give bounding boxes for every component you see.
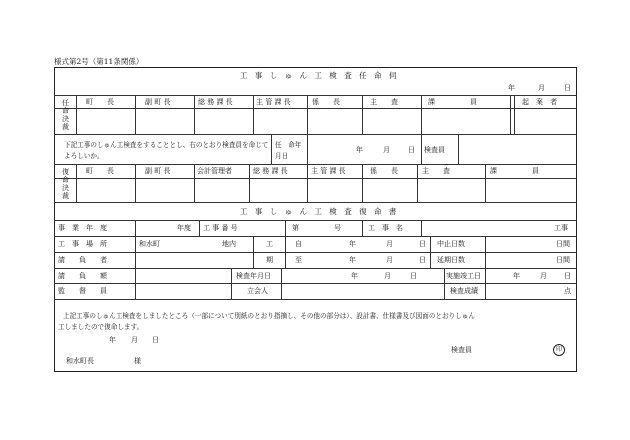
col-line <box>421 95 422 134</box>
period-to-label: 至 <box>295 256 302 264</box>
form-number: 様式第2号（第11条関係） <box>54 57 144 66</box>
row-line <box>54 202 577 203</box>
inspect-date-label: 検査年月日 <box>236 272 271 280</box>
approver-label: 主 管 課 長 <box>311 167 346 175</box>
approver-label: 主 査 <box>422 167 450 175</box>
col-line <box>249 164 250 202</box>
supervisor-label: 監 督 員 <box>58 287 107 295</box>
col-line <box>135 164 136 202</box>
col-line <box>199 220 200 236</box>
sign-year: 年 <box>109 336 116 344</box>
col-line <box>194 95 195 134</box>
col-line <box>421 134 422 164</box>
row-line <box>54 178 577 179</box>
approver-label: 課 員 <box>428 98 477 106</box>
row-line <box>285 252 577 253</box>
contractor-label: 請 負 者 <box>58 256 107 264</box>
row-line <box>54 108 577 109</box>
appointment-statement: 下記工事のしゅん工検査をすることとし、右のとおり検査員を命じてよろしいか。 <box>64 141 269 160</box>
period-from-label: 自 <box>295 240 302 248</box>
work-no-suffix: 第 号 <box>292 224 341 232</box>
request-month: 月 <box>538 84 545 92</box>
completion-date-label: 実施竣工日 <box>446 272 481 280</box>
col-line <box>362 95 363 134</box>
appoint-day: 日 <box>408 146 415 154</box>
request-day: 日 <box>564 84 571 92</box>
appoint-approval-label: 任命決裁 <box>62 99 69 131</box>
inspect-year: 年 <box>351 272 358 280</box>
witness-label: 立会人 <box>247 287 268 295</box>
col-line <box>194 164 195 202</box>
completion-month: 月 <box>540 272 547 280</box>
approver-label: 町 長 <box>86 167 114 175</box>
amount-label: 請 負 額 <box>58 272 107 280</box>
suspend-days-label: 中止日数 <box>437 240 465 248</box>
col-line <box>417 164 418 202</box>
col-line <box>307 164 308 202</box>
approver-label: 起 案 者 <box>522 98 557 106</box>
period-from-year: 年 <box>349 240 356 248</box>
row-line <box>54 283 577 284</box>
approver-label: 課 員 <box>490 167 539 175</box>
report-body-line-1: 上記工事のしゅん工検査をしましたところ（一部について別紙のとおり指摘し、その他の部分は）、設計書、仕様書及び図面のとおりしゅん <box>63 312 475 320</box>
row-line <box>54 95 577 96</box>
col-line <box>271 134 272 164</box>
col-line <box>362 220 363 236</box>
report-title: 工 事 し ゅ ん 工 検 査 復 命 書 <box>240 207 399 216</box>
approver-label: 主 管 課 長 <box>256 98 291 106</box>
appoint-month: 月 <box>383 146 390 154</box>
col-line <box>430 236 431 268</box>
request-title: 工 事 し ゅ ん 工 検 査 任 命 伺 <box>240 71 399 80</box>
period-label-1: 工 <box>266 240 273 248</box>
approver-label: 副 町 長 <box>145 98 171 106</box>
col-line <box>307 95 308 134</box>
inspector-label: 検査員 <box>424 146 445 154</box>
appoint-date-label: 任 命年月日 <box>275 141 302 160</box>
col-line <box>485 236 486 268</box>
col-line <box>135 95 136 134</box>
col-line <box>458 134 459 164</box>
work-name-suffix: 工事 <box>554 224 568 232</box>
approver-label: 係 長 <box>312 98 340 106</box>
col-line <box>253 236 254 268</box>
site-label: 工 事 場 所 <box>58 240 107 248</box>
approver-label: 係 長 <box>370 167 398 175</box>
approver-label: 総 務 課 長 <box>198 98 233 106</box>
fiscal-year-suffix: 年度 <box>177 224 191 232</box>
row-line <box>54 134 577 135</box>
period-label-2: 期 <box>266 256 273 264</box>
period-from-day: 日 <box>419 240 426 248</box>
row-line <box>54 299 577 300</box>
score-label: 検査成績 <box>450 287 478 295</box>
row-line <box>54 252 285 253</box>
extend-days-label: 延期日数 <box>437 256 465 264</box>
approver-label: 主 査 <box>370 98 398 106</box>
approver-label: 副 町 長 <box>145 167 171 175</box>
completion-year: 年 <box>513 272 520 280</box>
work-name-label: 工 事 名 <box>368 224 403 232</box>
col-line <box>253 95 254 134</box>
col-line <box>485 268 486 299</box>
approver-label: 会計管理者 <box>197 167 232 175</box>
appoint-year: 年 <box>356 146 363 154</box>
sign-day: 日 <box>152 336 159 344</box>
col-line <box>510 95 511 134</box>
site-suffix: 地内 <box>222 240 236 248</box>
inspector-signature-label: 検査員 <box>451 346 472 354</box>
work-no-label: 工 事 番 号 <box>203 224 238 232</box>
row-line <box>54 268 577 269</box>
period-to-year: 年 <box>349 256 356 264</box>
extend-days-unit: 日間 <box>556 256 570 264</box>
col-line <box>76 164 77 202</box>
col-line <box>514 95 515 134</box>
site-value: 和水町 <box>139 240 160 248</box>
report-approval-label: 復命決裁 <box>62 168 69 200</box>
col-line <box>231 268 232 299</box>
inspect-month: 月 <box>384 272 391 280</box>
row-line <box>54 236 577 237</box>
addressee: 和水町長 <box>66 357 94 365</box>
row-line <box>54 220 577 221</box>
request-year: 年 <box>508 84 515 92</box>
col-line <box>281 268 282 299</box>
sign-month: 月 <box>131 336 138 344</box>
approver-label: 町 長 <box>86 98 114 106</box>
honorific: 様 <box>134 357 141 365</box>
seal-mark: 印 <box>553 344 565 356</box>
suspend-days-unit: 日間 <box>556 240 570 248</box>
period-to-day: 日 <box>419 256 426 264</box>
col-line <box>135 220 136 299</box>
report-body-line-2: 工しましたので復命します。 <box>58 323 144 331</box>
col-line <box>76 95 77 134</box>
col-line <box>285 236 286 268</box>
period-to-month: 月 <box>386 256 393 264</box>
period-from-month: 月 <box>386 240 393 248</box>
col-line <box>307 134 308 164</box>
col-line <box>444 268 445 299</box>
completion-day: 日 <box>564 272 571 280</box>
score-unit: 点 <box>564 287 571 295</box>
inspect-day: 日 <box>410 272 417 280</box>
col-line <box>285 220 286 236</box>
approver-label: 総 務 課 長 <box>253 167 288 175</box>
col-line <box>421 220 422 236</box>
fiscal-year-label: 事 業 年 度 <box>58 224 107 232</box>
row-line <box>54 164 577 165</box>
col-line <box>485 164 486 202</box>
col-line <box>362 164 363 202</box>
